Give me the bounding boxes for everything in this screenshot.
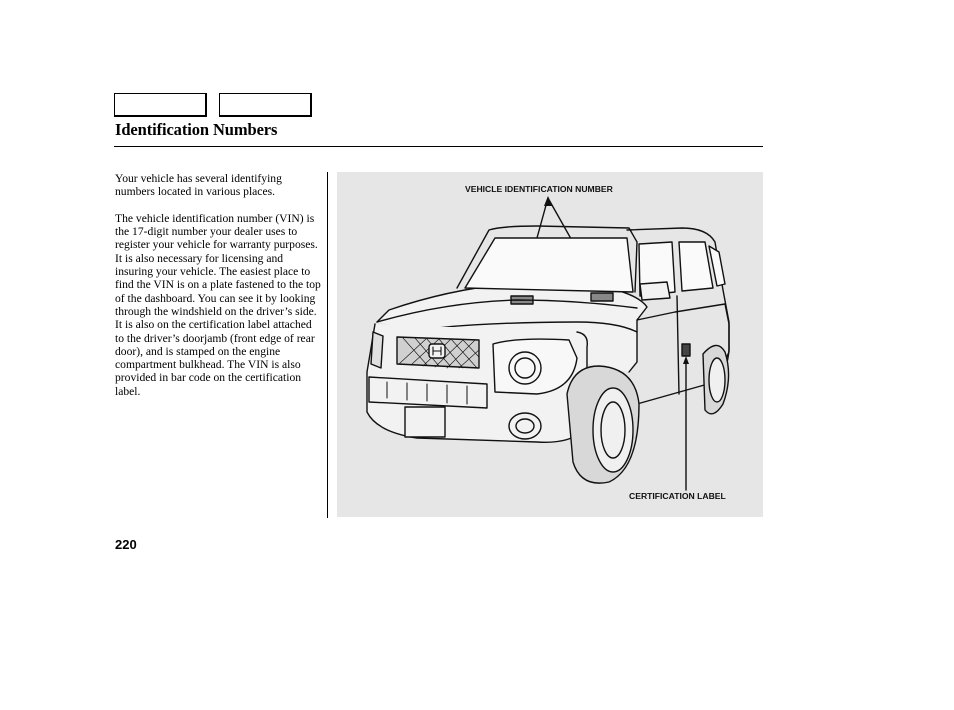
vehicle-illustration	[337, 172, 763, 517]
column-divider	[327, 172, 328, 518]
nav-button-next[interactable]	[219, 93, 312, 117]
license-plate-area	[405, 407, 445, 437]
body-text	[115, 172, 321, 411]
cert-arrow-head	[683, 356, 689, 364]
page-number: 220	[115, 537, 137, 552]
vin-arrow-head	[544, 196, 552, 206]
nav-button-prev[interactable]	[114, 93, 207, 117]
vin-plate-right	[591, 293, 613, 301]
page-title: Identification Numbers	[115, 120, 278, 139]
title-divider	[114, 146, 763, 147]
paragraph-vin: The vehicle identification number (VIN) is the 17-digit number your dealer uses to register your vehicle for warranty purposes. It is also necessary for licensing and insuring your vehicle. The easiest place to find the VIN is on a plate fastened to the top of the dashboard. You can see it by looking through the windshield on the driver’s side. It is also on the certification label attached to the driver’s doorjamb (front edge of rear door), and is stamped on the engine compartment bulkhead. The VIN is also provided in bar code on the certification label.	[115, 211, 321, 398]
cert-callout-label: CERTIFICATION LABEL	[629, 491, 726, 501]
vin-callout-label: VEHICLE IDENTIFICATION NUMBER	[465, 184, 613, 194]
vehicle-drawing	[337, 172, 763, 517]
certification-label-mark	[682, 344, 690, 356]
paragraph-intro: Your vehicle has several identifying numbers located in various places.	[115, 172, 282, 199]
